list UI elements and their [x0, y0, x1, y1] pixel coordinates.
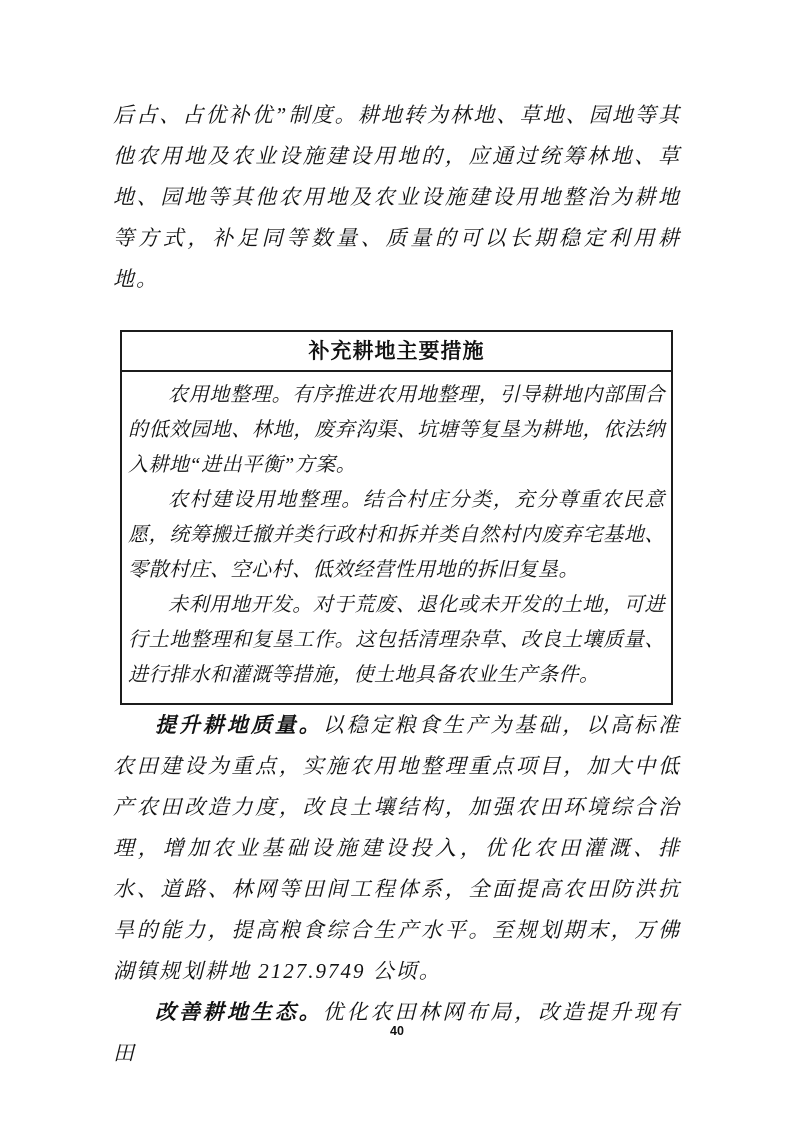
paragraph-quality-lead: 提升耕地质量。 — [155, 713, 323, 737]
paragraph-quality — [113, 705, 681, 992]
paragraph-quality-text: 以稳定粮食生产为基础，以高标准农田建设为重点，实施农用地整理重点项目，加大中低产农田改造力度，改良土壤结构，加强农田环境综合治理，增加农业基础设施建设投入，优化农田灌溉、排水、道路、林网等田间工程体系，全面提高农田防洪抗旱的能力，提高粮食综合生产水平。至规划期末，万佛湖镇规划耕地 2127.9749 公顷。 — [113, 713, 682, 983]
paragraph-ecology-lead: 改善耕地生态。 — [155, 1000, 323, 1024]
paragraph-ecology-text: 优化农田林网布局，改造提升现有田 — [113, 1000, 682, 1065]
supplement-measures-box — [120, 330, 673, 705]
measures-box-body — [122, 372, 671, 703]
paragraph-continuation: 后占、占优补优”制度。耕地转为林地、草地、园地等其他农用地及农业设施建设用地的，应通过统筹林地、草地、园地等其他农用地及农业设施建设用地整治为耕地等方式，补足同等数量、质量的可以长期稳定利用耕地。 — [113, 103, 681, 291]
measures-item-unused-land: 未利用地开发。对于荒废、退化或未开发的土地，可进行土地整理和复垦工作。这包括清理杂草、改良土壤质量、进行排水和灌溉等措施，使土地具备农业生产条件。 — [128, 594, 665, 686]
measures-item-rural-construction-land: 农村建设用地整理。结合村庄分类，充分尊重农民意愿，统筹搬迁撤并类行政村和拆并类自然村内废弃宅基地、零散村庄、空心村、低效经营性用地的拆旧复垦。 — [128, 489, 665, 581]
measures-box-title: 补充耕地主要措施 — [122, 332, 671, 372]
measures-item-agricultural-land: 农用地整理。有序推进农用地整理，引导耕地内部围合的低效园地、林地，废弃沟渠、坑塘等复垦为耕地，依法纳入耕地“进出平衡”方案。 — [128, 384, 665, 476]
page-number: 40 — [390, 1024, 404, 1038]
page-content — [113, 95, 681, 1074]
